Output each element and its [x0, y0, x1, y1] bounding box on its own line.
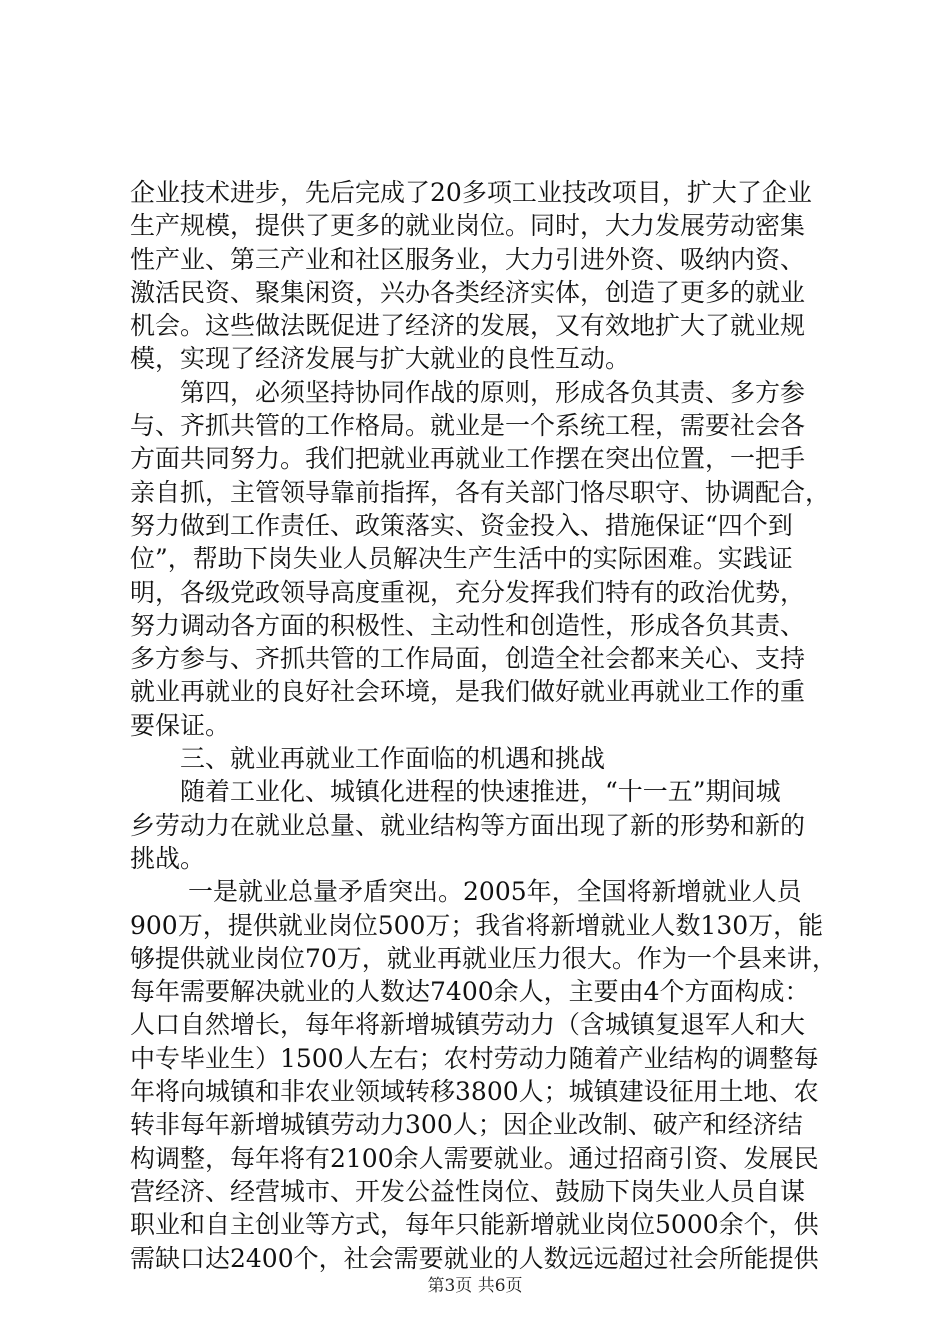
text-line: 营经济、经营城市、开发公益性岗位、鼓励下岗失业人员自谋	[130, 1176, 806, 1206]
section-heading: 三、就业再就业工作面临的机遇和挑战	[180, 744, 606, 774]
text-line: 与、齐抓共管的工作格局。就业是一个系统工程，需要社会各	[130, 411, 806, 441]
text-line: 性产业、第三产业和社区服务业，大力引进外资、吸纳内资、	[130, 244, 806, 274]
body-text	[130, 176, 837, 1275]
text-line: 位”，帮助下岗失业人员解决生产生活中的实际困难。实践证	[130, 544, 793, 574]
text-line: 每年需要解决就业的人数达7400余人，主要由4个方面构成：	[130, 977, 810, 1007]
paragraph-start-line: 第四，必须坚持协同作战的原则，形成各负其责、多方参	[180, 377, 806, 407]
text-line: 亲自抓，主管领导靠前指挥，各有关部门恪尽职守、协调配合，	[130, 477, 831, 507]
text-line: 机会。这些做法既促进了经济的发展，又有效地扩大了就业规	[130, 311, 806, 341]
text-line: 900万，提供就业岗位500万；我省将新增就业人数130万，能	[130, 910, 824, 940]
text-line: 要保证。	[130, 710, 231, 740]
text-line: 职业和自主创业等方式，每年只能新增就业岗位5000余个，供	[130, 1210, 819, 1240]
text-line: 人口自然增长，每年将新增城镇劳动力（含城镇复退军人和大	[130, 1010, 806, 1040]
text-line: 方面共同努力。我们把就业再就业工作摆在突出位置，一把手	[130, 444, 806, 474]
text-line: 年将向城镇和非农业领域转移3800人；城镇建设征用土地、农	[130, 1077, 819, 1107]
text-line: 挑战。	[130, 843, 206, 873]
text-line: 努力调动各方面的积极性、主动性和创造性，形成各负其责、	[130, 610, 806, 640]
text-line: 转非每年新增城镇劳动力300人；因企业改制、破产和经济结	[130, 1110, 803, 1140]
text-line: 生产规模，提供了更多的就业岗位。同时，大力发展劳动密集	[130, 211, 806, 241]
text-line: 激活民资、聚集闲资，兴办各类经济实体，创造了更多的就业	[130, 277, 806, 307]
text-line: 中专毕业生）1500人左右；农村劳动力随着产业结构的调整每	[130, 1043, 819, 1073]
text-line: 就业再就业的良好社会环境，是我们做好就业再就业工作的重	[130, 677, 806, 707]
text-line: 多方参与、齐抓共管的工作局面，创造全社会都来关心、支持	[130, 644, 806, 674]
text-line: 明，各级党政领导高度重视，充分发挥我们特有的政治优势，	[130, 577, 806, 607]
paragraph-start-line: 一是就业总量矛盾突出。2005年，全国将新增就业人员	[188, 877, 802, 907]
paragraph-start-line: 随着工业化、城镇化进程的快速推进，“十一五”期间城	[180, 777, 781, 807]
text-line: 需缺口达2400个，社会需要就业的人数远远超过社会所能提供	[130, 1243, 819, 1273]
text-line: 模，实现了经济发展与扩大就业的良性互动。	[130, 344, 631, 374]
text-line: 企业技术进步，先后完成了20多项工业技改项目，扩大了企业	[130, 178, 812, 207]
text-line: 乡劳动力在就业总量、就业结构等方面出现了新的形势和新的	[130, 810, 806, 840]
text-line: 构调整，每年将有2100余人需要就业。通过招商引资、发展民	[130, 1143, 819, 1173]
page-footer: 第3页 共6页	[427, 1276, 523, 1296]
text-line: 努力做到工作责任、政策落实、资金投入、措施保证“四个到	[130, 510, 793, 540]
text-line: 够提供就业岗位70万，就业再就业压力很大。作为一个县来讲，	[130, 943, 837, 973]
